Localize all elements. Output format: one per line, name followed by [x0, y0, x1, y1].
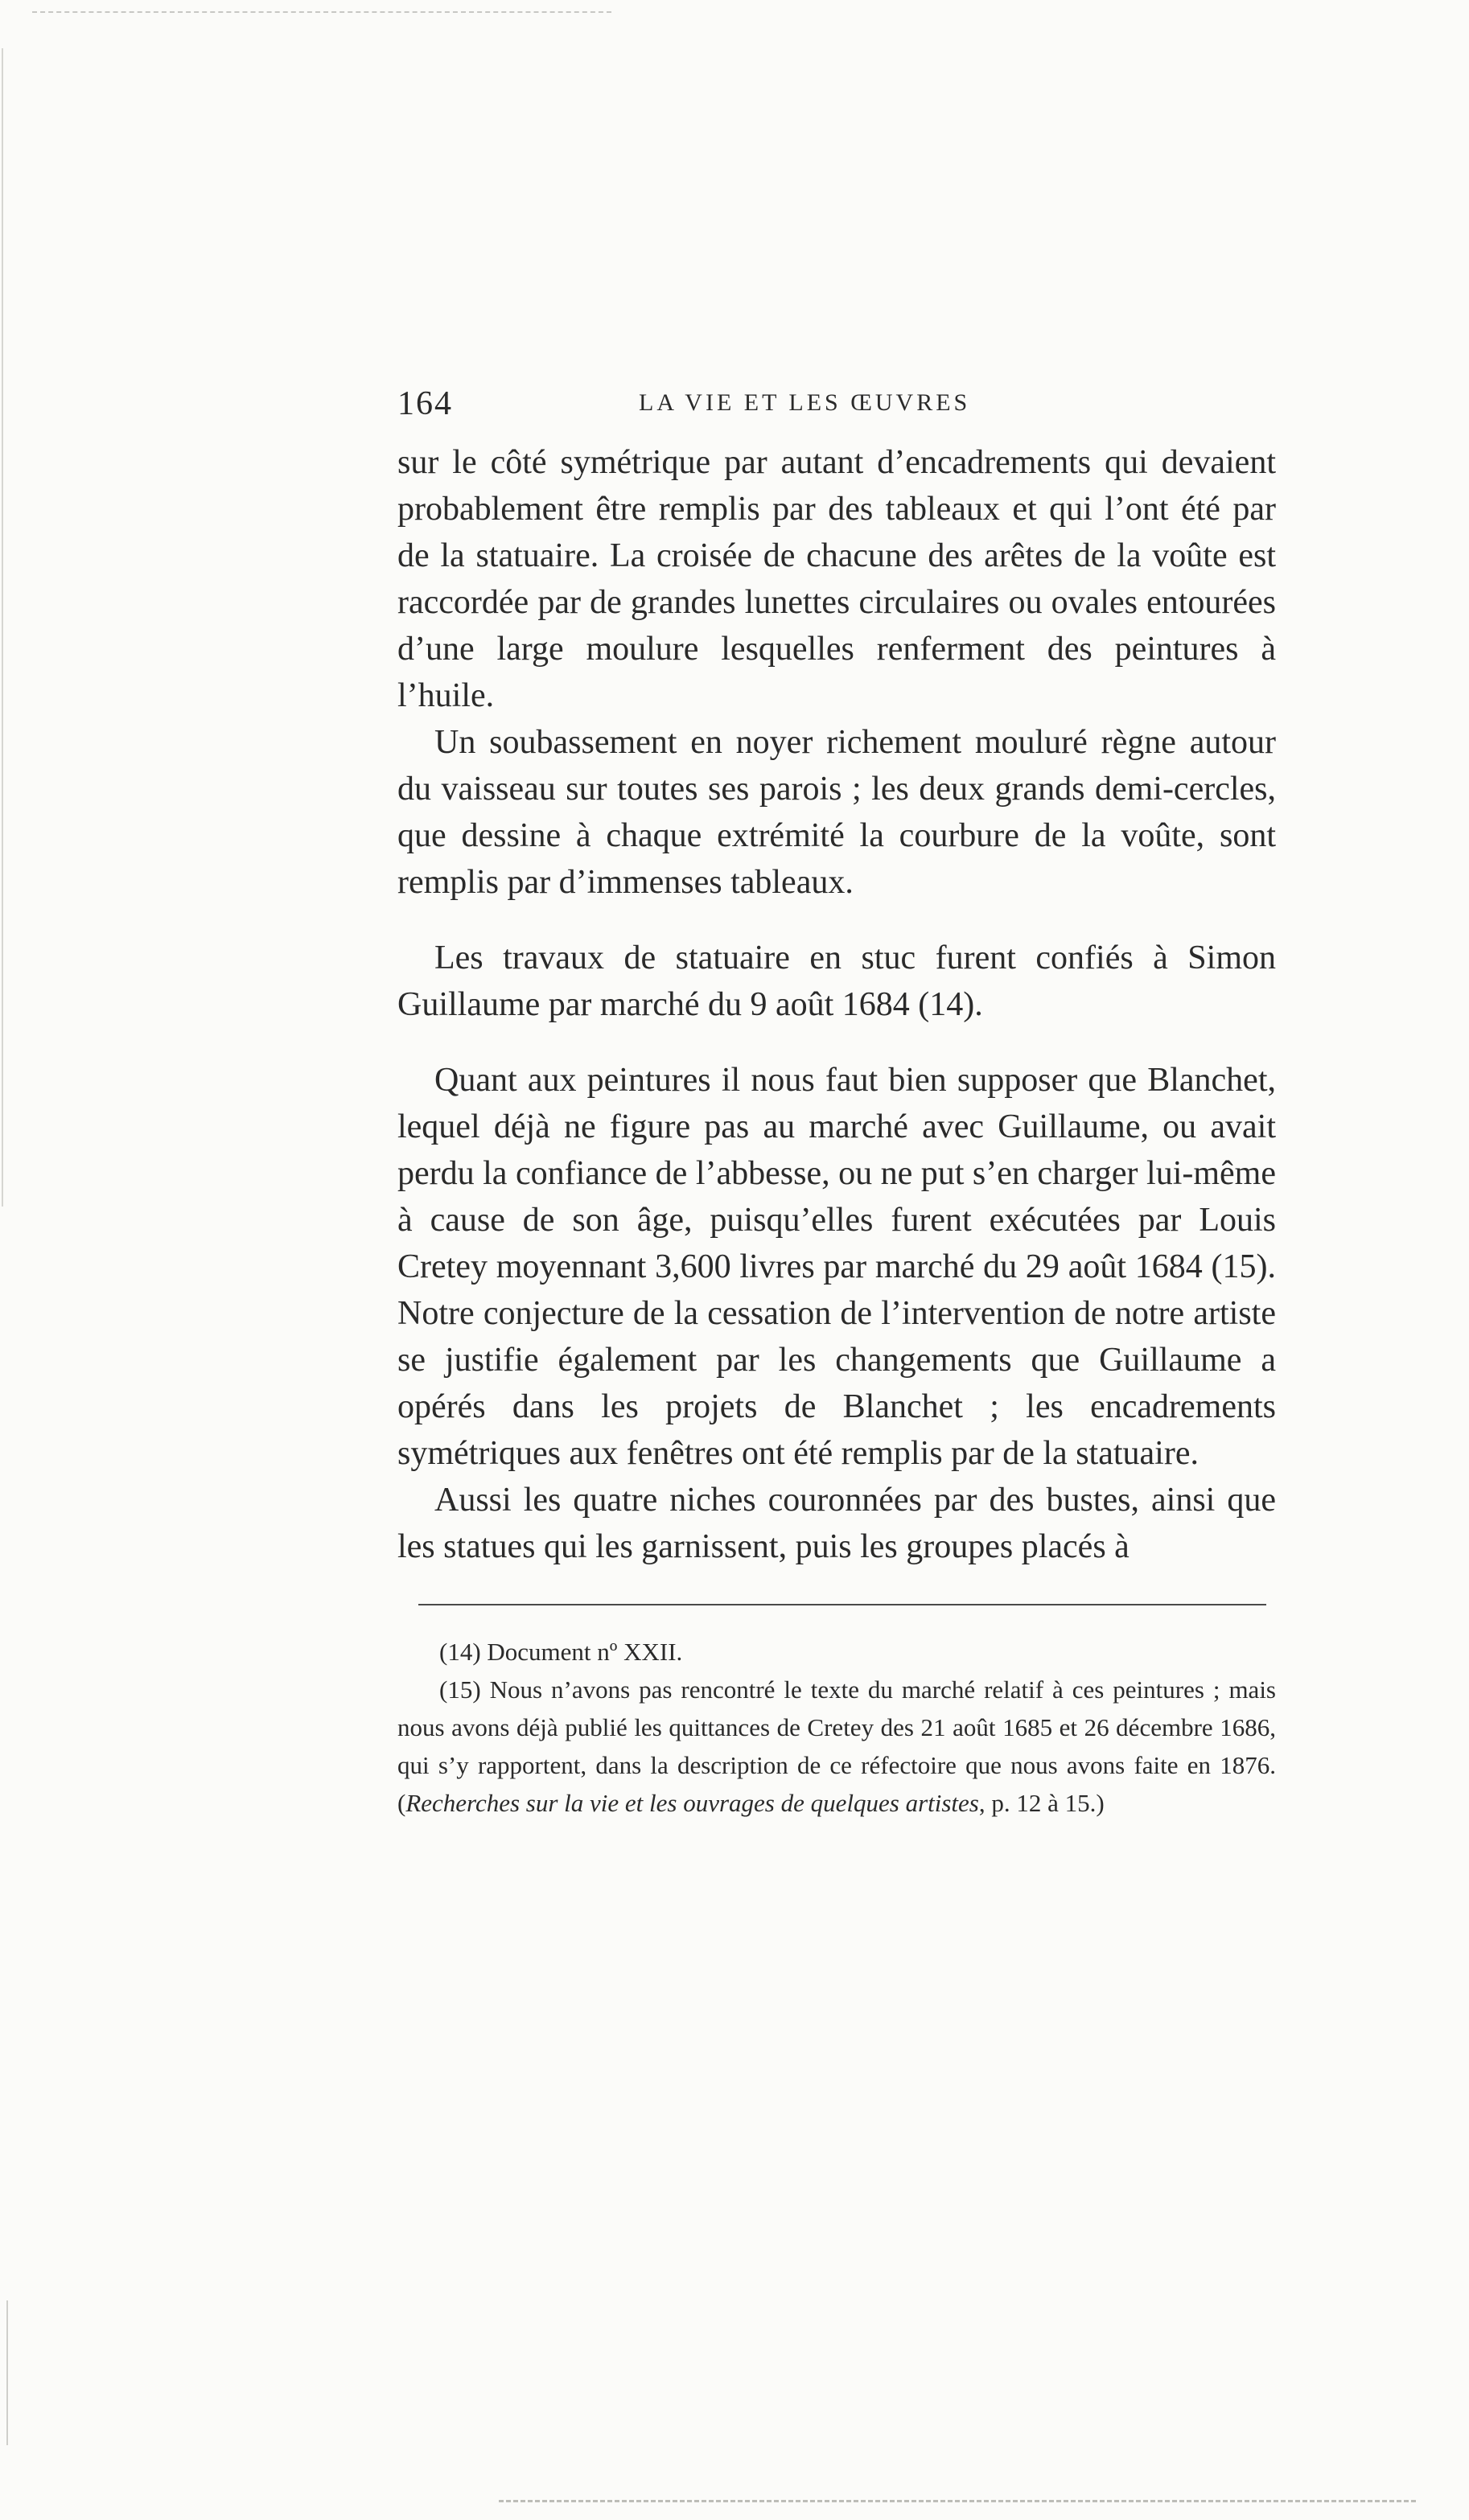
running-title: LA VIE ET LES ŒUVRES — [639, 389, 971, 416]
scan-edge-top — [32, 11, 611, 13]
footnote-15 — [397, 1671, 1276, 1822]
paragraph-niches: Aussi les quatre niches couronnées par des bustes, ainsi que les statues qui les garnissent, puis les groupes placés à — [397, 1482, 1276, 1565]
scan-edge-bottom — [499, 2500, 1416, 2502]
paragraph-continuation: sur le côté symétrique par autant d’encadrements qui devaient probablement être remplis par des tableaux et qui l’ont été par de la statuaire. La croisée de chacune des arêtes de la voûte est raccordée par de grandes lunettes circulaires ou ovales entourées d’une large moulure lesquelles renferment des peintures à l’huile. — [397, 444, 1276, 714]
paragraph-soubassement: Un soubassement en noyer richement mouluré règne autour du vaisseau sur toutes ses parois ; les deux grands demi-cercles, que dessine à chaque extrémité la courbure de la voûte, sont remplis par d’immenses tableaux. — [397, 724, 1276, 901]
body-text — [397, 439, 1276, 1570]
paragraph-peintures: Quant aux peintures il nous faut bien supposer que Blanchet, lequel déjà ne figure pas au marché avec Guillaume, ou avait perdu la confiance de l’abbesse, ou ne put s’en charger lui-même à cause de son âge, puisqu’elles furent exécutées par Louis Cretey moyennant 3,600 livres par marché du 29 août 1684 (15). Notre conjecture de la cessation de l’intervention de notre artiste se justifie également par les changements que Guillaume a opérés dans les projets de Blanchet ; les encadrements symétriques aux fenêtres ont été remplis par de la statuaire. — [397, 1062, 1276, 1472]
footnote-15-pages: , p. 12 à 15.) — [978, 1789, 1105, 1817]
book-page — [397, 378, 1276, 1822]
footnote-15-text: (15) Nous n’avons pas rencontré le texte du marché relatif à ces peintures ; mais nous avons déjà publié les quittances de Cretey des 21 août 1685 et 26 décembre 1686, qui s’y rapportent, dans la description de ce réfectoire que nous avons faite en 1876. ( — [397, 1675, 1276, 1817]
footnotes — [397, 1633, 1276, 1822]
page-number: 164 — [397, 385, 453, 422]
paragraph-statuaire: Les travaux de statuaire en stuc furent confiés à Simon Guillaume par marché du 9 août 1684 (14). — [397, 939, 1276, 1023]
footnote-15-title: Recherches sur la vie et les ouvrages de quelques artistes — [405, 1789, 979, 1817]
footnote-rule — [418, 1604, 1266, 1605]
footnote-14: (14) Document nº XXII. — [439, 1638, 683, 1666]
scan-edge-left — [2, 48, 3, 1207]
scan-edge-left-lower — [6, 2300, 8, 2445]
running-head — [397, 378, 1276, 434]
